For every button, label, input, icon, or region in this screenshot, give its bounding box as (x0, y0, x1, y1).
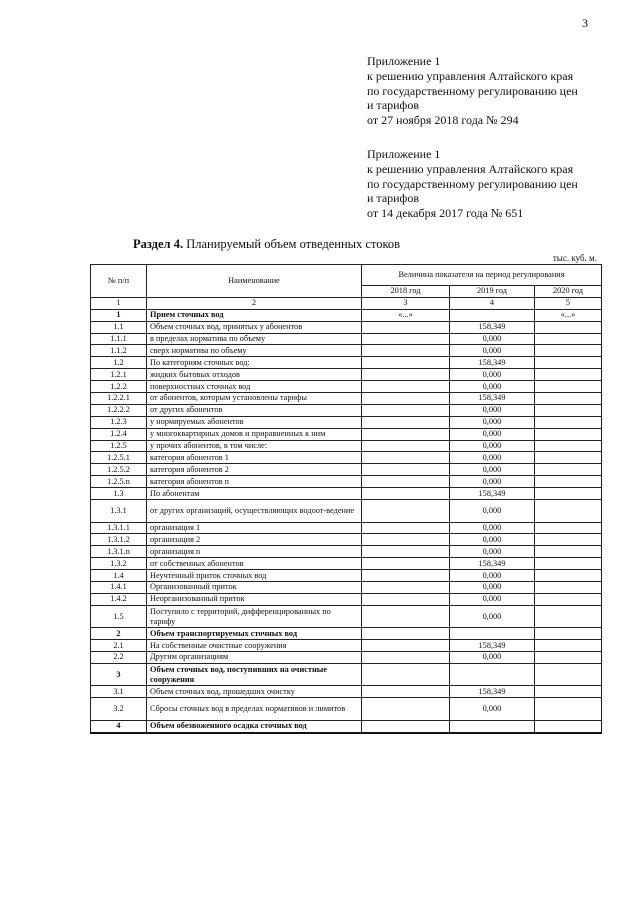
row-number: 1.2.2.2 (91, 404, 147, 416)
value-2019 (450, 720, 535, 732)
value-2020 (535, 640, 602, 652)
value-2020 (535, 369, 602, 381)
value-2020 (535, 416, 602, 428)
value-2020 (535, 464, 602, 476)
value-2018 (362, 464, 450, 476)
row-number: 2.2 (91, 652, 147, 664)
value-2019: 0,000 (450, 652, 535, 664)
value-2018 (362, 500, 450, 523)
row-number: 1.3.1.2 (91, 534, 147, 546)
appendix-line: от 14 декабря 2017 года № 651 (367, 206, 524, 221)
value-2018 (362, 369, 450, 381)
value-2019: 0,000 (450, 476, 535, 488)
value-2020 (535, 500, 602, 523)
row-name: жидких бытовых отходов (147, 369, 362, 381)
row-number: 1.1 (91, 321, 147, 333)
table-row (91, 452, 602, 464)
table-row (91, 357, 602, 369)
value-2018 (362, 476, 450, 488)
table-row (91, 464, 602, 476)
row-number: 1.4.2 (91, 593, 147, 605)
row-number: 1.2.5.n (91, 476, 147, 488)
value-2018 (362, 345, 450, 357)
value-2018 (362, 698, 450, 721)
row-name: Прием сточных вод (147, 309, 362, 321)
value-2020 (535, 686, 602, 698)
value-2020 (535, 440, 602, 452)
value-2018 (362, 558, 450, 570)
row-name: Поступило с территорий, дифференцированных по тарифу (147, 605, 362, 628)
row-number: 1.3.1.n (91, 546, 147, 558)
table-row (91, 652, 602, 664)
appendix-line: и тарифов (367, 98, 420, 113)
value-2020 (535, 522, 602, 534)
table-row (91, 369, 602, 381)
table-row (91, 309, 602, 321)
row-number: 1 (91, 309, 147, 321)
row-number: 1.3.1 (91, 500, 147, 523)
section-title-text: Планируемый объем отведенных стоков (183, 237, 401, 251)
row-name: Объем сточных вод, поступивших на очистные сооружения (147, 663, 362, 686)
value-2020 (535, 558, 602, 570)
value-2020 (535, 570, 602, 582)
row-number: 1.2.5 (91, 440, 147, 452)
row-number: 1.3.2 (91, 558, 147, 570)
value-2019: 0,000 (450, 522, 535, 534)
row-number: 3.2 (91, 698, 147, 721)
row-name: от собственных абонентов (147, 558, 362, 570)
table-row (91, 416, 602, 428)
value-2018 (362, 686, 450, 698)
value-2019 (450, 663, 535, 686)
table-row (91, 404, 602, 416)
value-2018 (362, 628, 450, 640)
value-2019: 0,000 (450, 345, 535, 357)
value-2019: 158,349 (450, 321, 535, 333)
value-2019: 0,000 (450, 333, 535, 345)
value-2020 (535, 720, 602, 732)
discharge-volume-table (90, 264, 602, 734)
row-number: 3 (91, 663, 147, 686)
header-num: № п/п (91, 265, 147, 298)
row-name: организация 2 (147, 534, 362, 546)
value-2020 (535, 404, 602, 416)
value-2018 (362, 393, 450, 405)
table-row (91, 663, 602, 686)
value-2019: 0,000 (450, 369, 535, 381)
row-name: у нормируемых абонентов (147, 416, 362, 428)
section-label: Раздел 4. (133, 237, 184, 251)
value-2020 (535, 345, 602, 357)
row-name: На собственные очистные сооружения (147, 640, 362, 652)
value-2020 (535, 652, 602, 664)
table-row (91, 546, 602, 558)
value-2019: 158,349 (450, 488, 535, 500)
value-2020 (535, 605, 602, 628)
value-2018 (362, 522, 450, 534)
table-row (91, 381, 602, 393)
table-row (91, 720, 602, 732)
row-name: у прочих абонентов, в том числе: (147, 440, 362, 452)
value-2018 (362, 652, 450, 664)
value-2018 (362, 534, 450, 546)
value-2020 (535, 698, 602, 721)
value-2018 (362, 663, 450, 686)
row-name: категория абонентов 1 (147, 452, 362, 464)
appendix-line: от 27 ноября 2018 года № 294 (367, 113, 519, 128)
col-number: 2 (147, 297, 362, 309)
header-period: Величина показателя на период регулирования (362, 265, 602, 286)
table-row (91, 333, 602, 345)
row-number: 1.5 (91, 605, 147, 628)
value-2019: 0,000 (450, 428, 535, 440)
row-number: 1.2 (91, 357, 147, 369)
value-2018 (362, 416, 450, 428)
col-number: 5 (535, 297, 602, 309)
value-2019: 0,000 (450, 534, 535, 546)
row-number: 4 (91, 720, 147, 732)
row-name: поверхностных сточных вод (147, 381, 362, 393)
appendix-block-2018 (367, 54, 578, 128)
value-2019: 158,349 (450, 640, 535, 652)
table-row (91, 488, 602, 500)
row-number: 1.1.2 (91, 345, 147, 357)
row-number: 1.2.4 (91, 428, 147, 440)
section-title (133, 237, 400, 252)
row-name: Другим организациям (147, 652, 362, 664)
value-2018 (362, 605, 450, 628)
value-2019 (450, 309, 535, 321)
page-number: 3 (582, 16, 588, 30)
value-2018 (362, 333, 450, 345)
value-2018 (362, 570, 450, 582)
table-row (91, 393, 602, 405)
value-2020: «...» (535, 309, 602, 321)
row-name: Неучтенный приток сточных вод (147, 570, 362, 582)
row-number: 1.3 (91, 488, 147, 500)
row-name: Организованный приток (147, 581, 362, 593)
value-2018 (362, 452, 450, 464)
value-2019 (450, 628, 535, 640)
table-row (91, 558, 602, 570)
table-row (91, 581, 602, 593)
appendix-line: к решению управления Алтайского края (367, 68, 574, 83)
value-2020 (535, 488, 602, 500)
value-2018 (362, 640, 450, 652)
value-2019: 0,000 (450, 440, 535, 452)
value-2019: 0,000 (450, 605, 535, 628)
table-row (91, 628, 602, 640)
table-row (91, 522, 602, 534)
value-2020 (535, 476, 602, 488)
row-name: Объем обезвоженного осадка сточных вод (147, 720, 362, 732)
value-2020 (535, 546, 602, 558)
row-name: категория абонентов 2 (147, 464, 362, 476)
table-row (91, 500, 602, 523)
col-number: 1 (91, 297, 147, 309)
value-2020 (535, 581, 602, 593)
row-number: 1.2.5.2 (91, 464, 147, 476)
units-label: тыс. куб. м. (552, 253, 597, 263)
row-number: 1.2.5.1 (91, 452, 147, 464)
value-2018 (362, 581, 450, 593)
row-number: 2 (91, 628, 147, 640)
row-name: от других абонентов (147, 404, 362, 416)
row-number: 1.2.2 (91, 381, 147, 393)
col-number: 3 (362, 297, 450, 309)
appendix-block-2017 (367, 147, 578, 221)
value-2018 (362, 404, 450, 416)
row-number: 1.3.1.1 (91, 522, 147, 534)
value-2020 (535, 428, 602, 440)
row-name: Объем сточных вод, принятых у абонентов (147, 321, 362, 333)
value-2019: 0,000 (450, 570, 535, 582)
row-name: Неорганизованный приток (147, 593, 362, 605)
row-name: По абонентам (147, 488, 362, 500)
value-2018 (362, 381, 450, 393)
value-2019: 0,000 (450, 500, 535, 523)
value-2020 (535, 452, 602, 464)
header-year-2018: 2018 год (362, 286, 450, 298)
row-name: от абонентов, которым установлены тарифы (147, 393, 362, 405)
value-2020 (535, 534, 602, 546)
value-2018 (362, 593, 450, 605)
value-2019: 158,349 (450, 686, 535, 698)
value-2018 (362, 440, 450, 452)
header-year-2019: 2019 год (450, 286, 535, 298)
value-2019: 0,000 (450, 404, 535, 416)
value-2018 (362, 357, 450, 369)
value-2020 (535, 663, 602, 686)
value-2020 (535, 628, 602, 640)
table-body (91, 309, 602, 732)
row-number: 1.4.1 (91, 581, 147, 593)
row-name: Сбросы сточных вод в пределах нормативов и лимитов (147, 698, 362, 721)
row-number: 2.1 (91, 640, 147, 652)
value-2019: 0,000 (450, 546, 535, 558)
row-name: организация n (147, 546, 362, 558)
table-row (91, 605, 602, 628)
value-2020 (535, 321, 602, 333)
appendix-line: по государственному регулированию цен (367, 176, 578, 191)
row-name: у многоквартирных домов и приравненных к ним (147, 428, 362, 440)
row-number: 1.2.2.1 (91, 393, 147, 405)
row-number: 3.1 (91, 686, 147, 698)
col-number: 4 (450, 297, 535, 309)
value-2018 (362, 428, 450, 440)
value-2018 (362, 488, 450, 500)
row-number: 1.1.1 (91, 333, 147, 345)
table-row (91, 686, 602, 698)
value-2019: 0,000 (450, 593, 535, 605)
table-row (91, 593, 602, 605)
value-2018: «...» (362, 309, 450, 321)
value-2020 (535, 393, 602, 405)
value-2019: 158,349 (450, 558, 535, 570)
value-2019: 0,000 (450, 416, 535, 428)
row-name: от других организаций, осуществляющих водоот-ведение (147, 500, 362, 523)
value-2019: 0,000 (450, 581, 535, 593)
appendix-line: к решению управления Алтайского края (367, 161, 574, 176)
table-row (91, 698, 602, 721)
row-name: организация 1 (147, 522, 362, 534)
table-row (91, 321, 602, 333)
value-2020 (535, 381, 602, 393)
row-number: 1.2.3 (91, 416, 147, 428)
value-2018 (362, 321, 450, 333)
value-2018 (362, 546, 450, 558)
value-2019: 0,000 (450, 381, 535, 393)
row-name: сверх норматива по объему (147, 345, 362, 357)
value-2019: 0,000 (450, 698, 535, 721)
header-name: Наименование (147, 265, 362, 298)
value-2019: 158,349 (450, 357, 535, 369)
table-row (91, 534, 602, 546)
appendix-line: по государственному регулированию цен (367, 83, 578, 98)
value-2020 (535, 333, 602, 345)
table-row (91, 428, 602, 440)
row-name: Объем сточных вод, прошедших очистку (147, 686, 362, 698)
row-name: Объем транспортируемых сточных вод (147, 628, 362, 640)
row-number: 1.2.1 (91, 369, 147, 381)
row-name: категория абонентов n (147, 476, 362, 488)
header-year-2020: 2020 год (535, 286, 602, 298)
value-2020 (535, 357, 602, 369)
appendix-line: Приложение 1 (367, 54, 441, 68)
row-name: По категориям сточных вод: (147, 357, 362, 369)
table-row (91, 440, 602, 452)
value-2019: 158,349 (450, 393, 535, 405)
appendix-line: Приложение 1 (367, 147, 441, 161)
value-2020 (535, 593, 602, 605)
value-2018 (362, 720, 450, 732)
value-2019: 0,000 (450, 452, 535, 464)
table-row (91, 345, 602, 357)
row-name: в пределах норматива по объему (147, 333, 362, 345)
table-row (91, 640, 602, 652)
table-row (91, 570, 602, 582)
value-2019: 0,000 (450, 464, 535, 476)
table-row (91, 476, 602, 488)
row-number: 1.4 (91, 570, 147, 582)
appendix-line: и тарифов (367, 191, 420, 206)
